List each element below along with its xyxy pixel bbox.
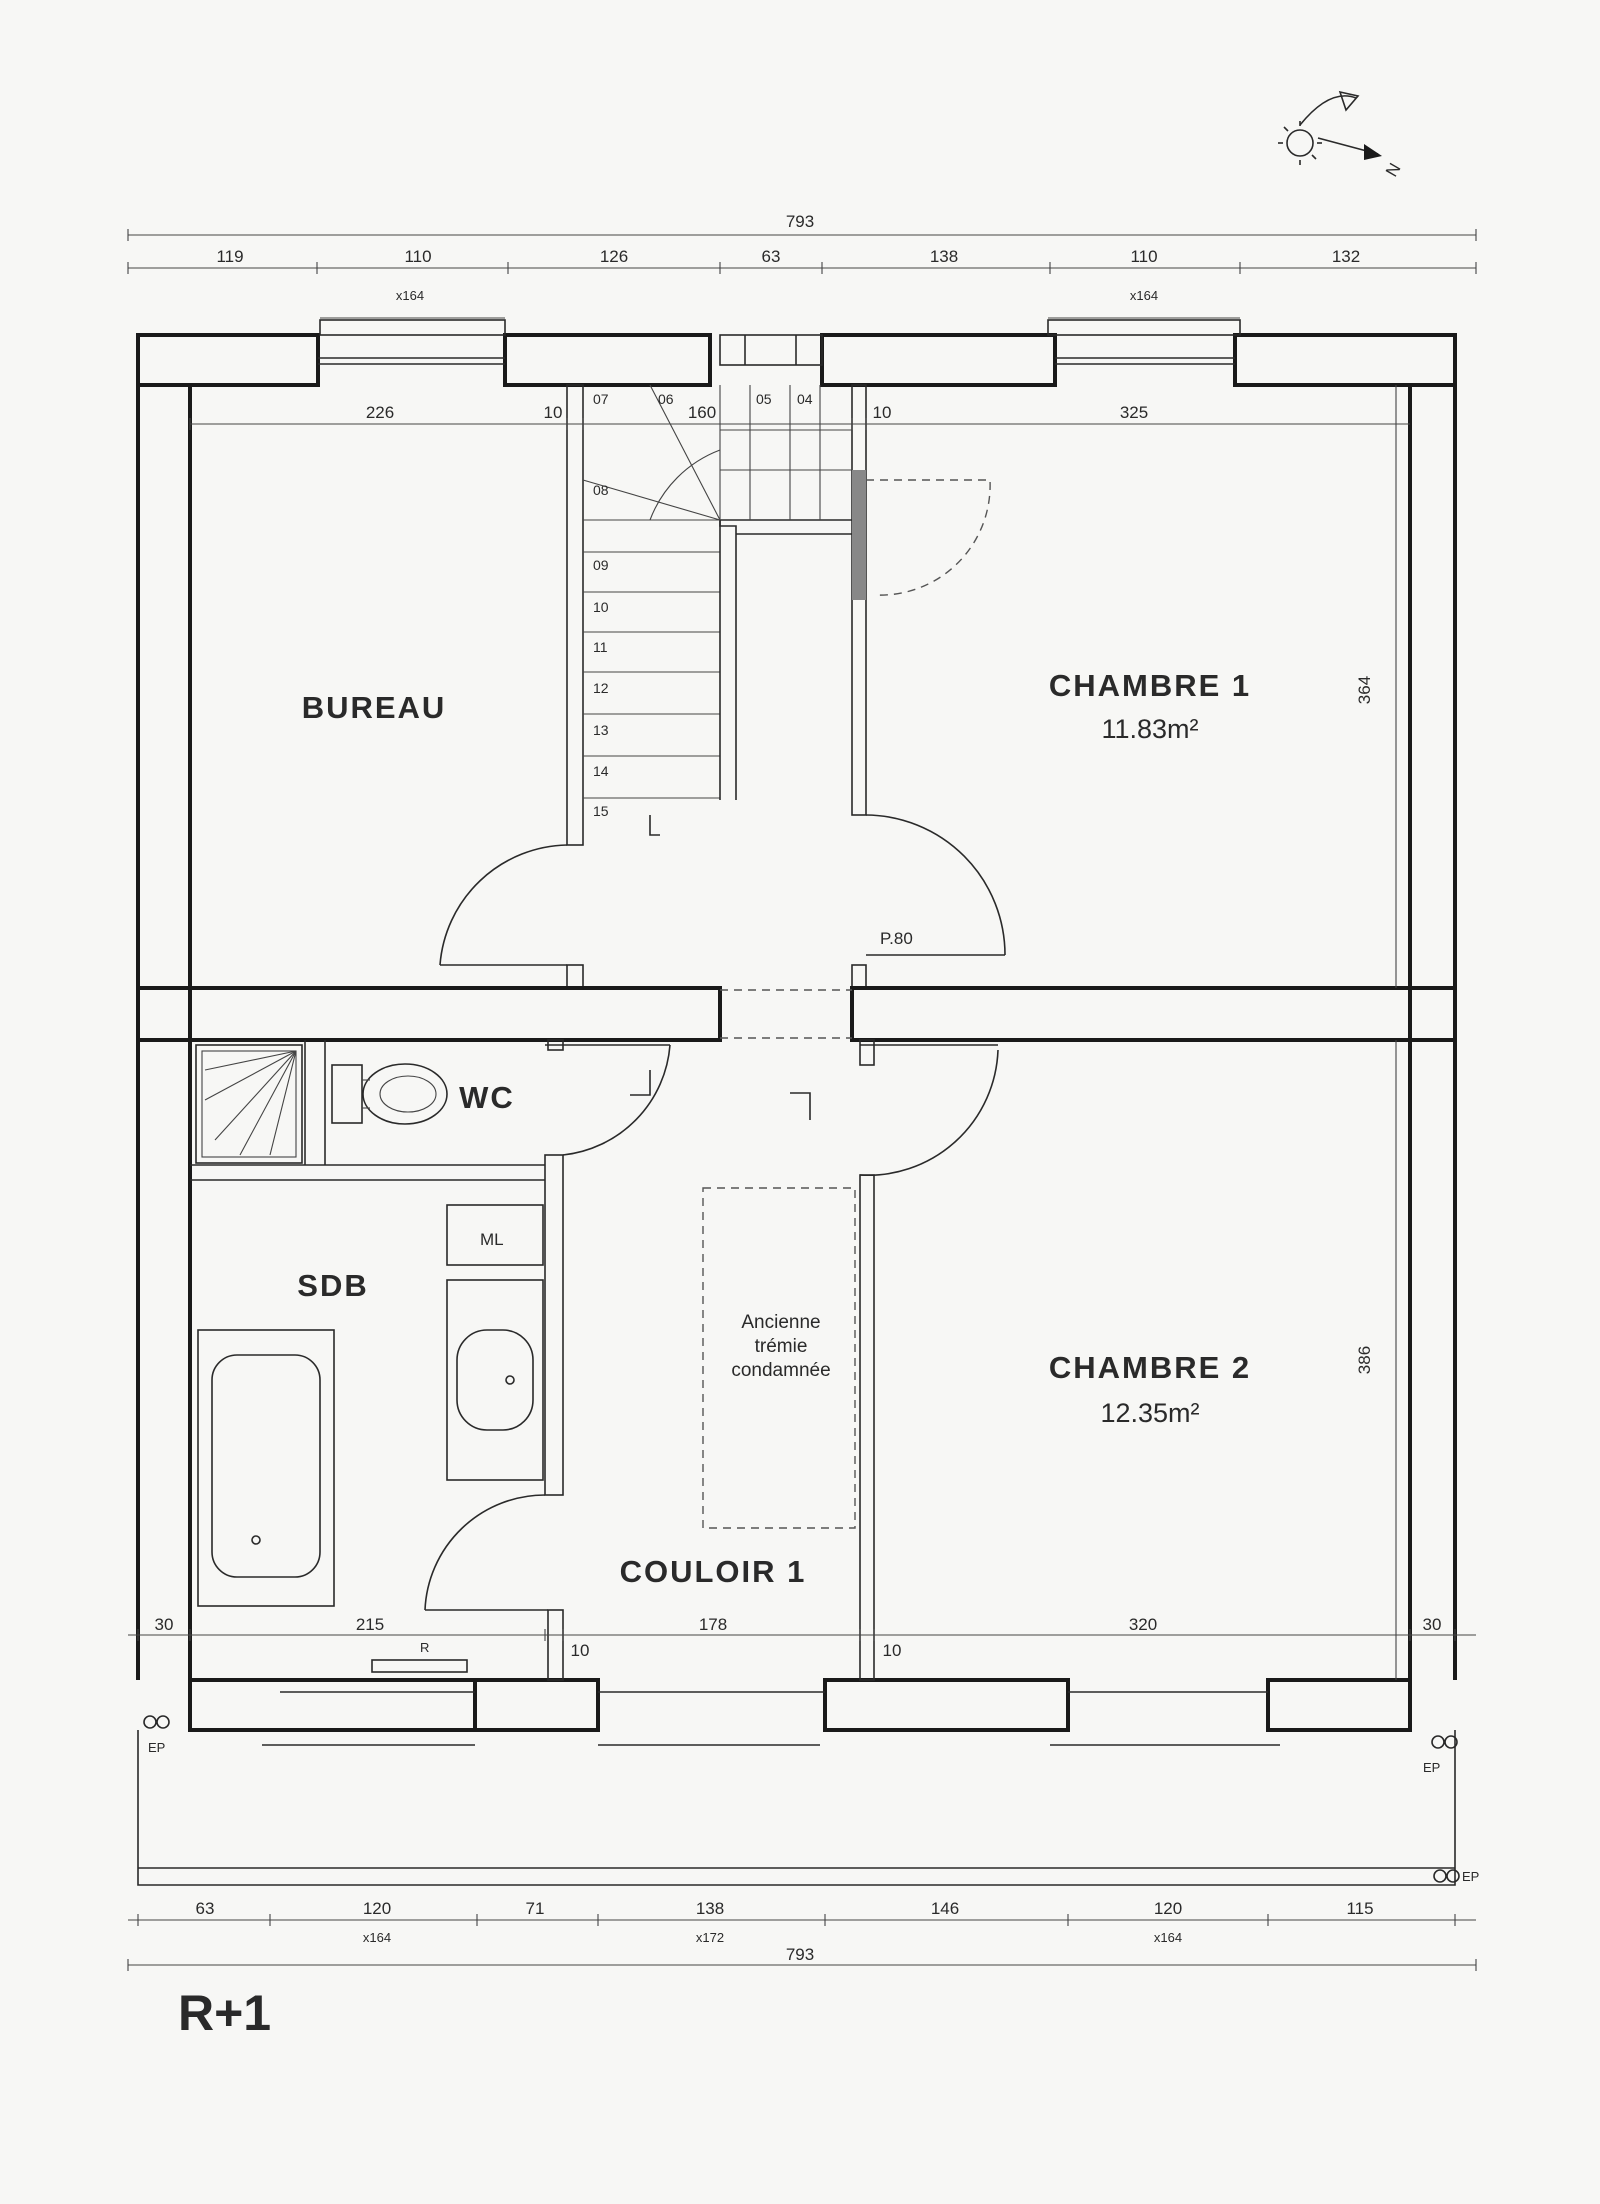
- step-05: 05: [756, 391, 772, 407]
- bottom-seg-1: 63: [195, 1899, 215, 1918]
- partition-bottom-right-dim: 10: [882, 1641, 902, 1660]
- ep-left-label: EP: [148, 1740, 166, 1755]
- north-compass-icon: [1278, 92, 1405, 180]
- tremie-note-1: Ancienne: [741, 1312, 821, 1333]
- interior-partitions: [138, 385, 1455, 1680]
- top-seg-4: 63: [761, 247, 781, 266]
- bottom-dimensions: [128, 1899, 1476, 1971]
- top-seg-1: 119: [216, 247, 244, 266]
- step-11: 11: [593, 639, 608, 655]
- step-08: 08: [593, 482, 609, 498]
- bathtub-icon: [198, 1330, 334, 1606]
- chambre2-label: CHAMBRE 2: [1048, 1350, 1252, 1385]
- bottom-sub-3: x164: [1153, 1930, 1183, 1945]
- chambre2-width-dim: 320: [1128, 1615, 1158, 1634]
- door-swings: [425, 480, 1005, 1610]
- sdb-label: SDB: [297, 1268, 369, 1303]
- bottom-total-dim: 793: [785, 1945, 815, 1964]
- partition-right-dim: 10: [872, 403, 892, 422]
- bottom-seg-4: 138: [695, 1899, 725, 1918]
- bureau-width-dim: 226: [365, 403, 395, 422]
- top-seg-2: 110: [404, 247, 432, 266]
- shower-icon: [196, 1045, 302, 1163]
- ml-label: ML: [480, 1230, 504, 1249]
- bottom-seg-3: 71: [525, 1899, 545, 1918]
- top-window-right-dim: x164: [1129, 288, 1159, 303]
- staircase: [583, 385, 852, 835]
- r-label: R: [420, 1640, 430, 1655]
- top-seg-3: 126: [599, 247, 629, 266]
- step-13: 13: [593, 722, 609, 738]
- partition-bottom-left-dim: 10: [570, 1641, 590, 1660]
- couloir-label: COULOIR 1: [619, 1554, 807, 1589]
- step-10: 10: [593, 599, 609, 615]
- step-04: 04: [797, 391, 813, 407]
- level-title: R+1: [178, 1985, 272, 2041]
- compass-north-label: N: [1382, 159, 1405, 180]
- chambre1-depth-dim: 364: [1355, 675, 1374, 705]
- toilet-icon: [332, 1064, 447, 1124]
- step-06: 06: [658, 391, 674, 407]
- wall-right-dim: 30: [1422, 1615, 1442, 1634]
- bureau-label: BUREAU: [301, 690, 447, 725]
- bottom-seg-7: 115: [1346, 1899, 1374, 1918]
- top-seg-7: 132: [1331, 247, 1361, 266]
- wc-label: WC: [459, 1080, 515, 1115]
- tremie-outline: [703, 1188, 855, 1528]
- top-dimensions: [128, 212, 1476, 318]
- step-09: 09: [593, 557, 609, 573]
- step-15: 15: [593, 803, 609, 819]
- bottom-sub-1: x164: [362, 1930, 392, 1945]
- bottom-seg-6: 120: [1153, 1899, 1183, 1918]
- tremie-note-2: trémie: [754, 1336, 808, 1357]
- chambre2-area: 12.35m²: [1100, 1398, 1200, 1428]
- inner-dimensions: [128, 385, 1476, 1680]
- tremie-note-3: condamnée: [731, 1360, 831, 1381]
- couloir-width-dim: 178: [698, 1615, 728, 1634]
- wall-left-dim: 30: [154, 1615, 174, 1634]
- chambre1-width-dim: 325: [1119, 403, 1149, 422]
- top-seg-5: 138: [929, 247, 959, 266]
- top-window-left-dim: x164: [395, 288, 425, 303]
- partition-left-dim: 10: [543, 403, 563, 422]
- exterior-walls: [138, 320, 1455, 1885]
- step-12: 12: [593, 680, 609, 696]
- door-p80-label: P.80: [880, 929, 913, 948]
- ep-right-label: EP: [1423, 1760, 1441, 1775]
- step-07: 07: [593, 391, 609, 407]
- step-14: 14: [593, 763, 609, 779]
- sdb-width-dim: 215: [355, 1615, 385, 1634]
- ep-bottom-label: EP: [1462, 1869, 1480, 1884]
- chambre1-area: 11.83m²: [1101, 714, 1199, 744]
- top-total-dim: 793: [785, 212, 815, 231]
- bottom-seg-5: 146: [930, 1899, 960, 1918]
- chambre1-label: CHAMBRE 1: [1048, 668, 1252, 703]
- chambre2-depth-dim: 386: [1355, 1345, 1374, 1375]
- bottom-sub-2: x172: [695, 1930, 725, 1945]
- sink-icon: [447, 1280, 543, 1480]
- top-seg-6: 110: [1130, 247, 1158, 266]
- stair-width-dim: 160: [687, 403, 717, 422]
- bottom-seg-2: 120: [362, 1899, 392, 1918]
- annotations: [144, 929, 1479, 1884]
- room-labels: [297, 668, 1251, 1589]
